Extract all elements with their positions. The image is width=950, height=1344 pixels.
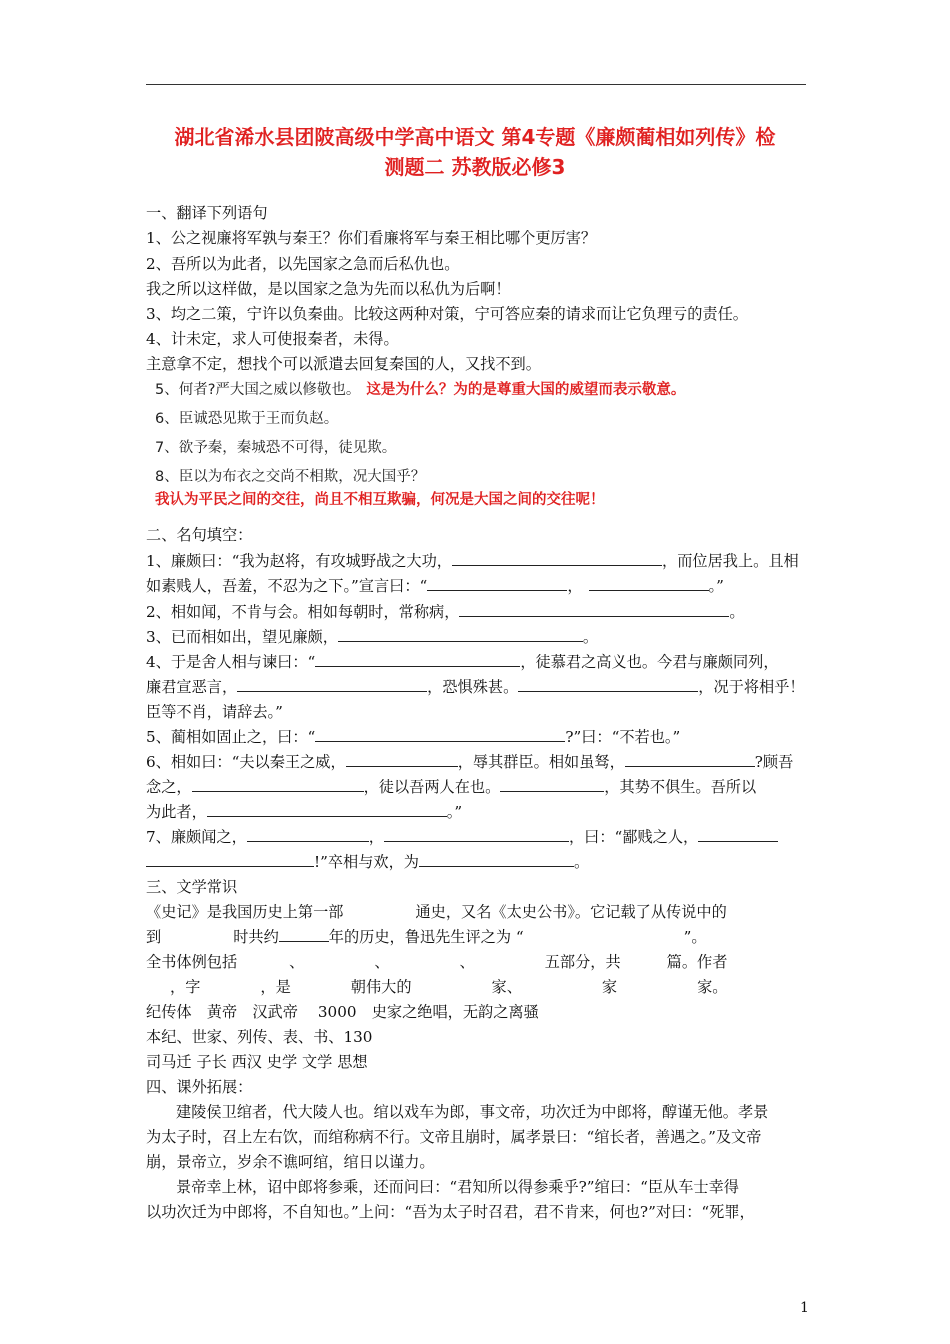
s1-q8: 8、臣以为布衣之交尚不相欺，况大国乎？: [155, 469, 426, 485]
s2-l3b: 。: [729, 603, 745, 621]
s3-l4f: 家。: [697, 978, 728, 996]
blank[interactable]: [315, 727, 565, 742]
page-number: 1: [800, 1300, 809, 1316]
blank[interactable]: [518, 677, 698, 692]
s3-l3f: 篇。作者: [666, 953, 728, 971]
s3-l1b: 通史，又名《太史公书》。它记载了从传说中的: [415, 903, 727, 921]
s3-line4: [146, 977, 727, 997]
s3-answer2: 本纪、世家、列传、表、书、130: [146, 1028, 373, 1046]
s2-l1b: ，而位居我上。且相: [662, 552, 799, 570]
s2-line10: [146, 777, 756, 797]
blank[interactable]: [427, 576, 567, 591]
s2-l1a: 1、廉颇曰：“我为赵将，有攻城野战之大功，: [146, 552, 452, 570]
s3-l4a: ，字: [170, 978, 201, 996]
s2-line3: [146, 602, 745, 622]
blank[interactable]: [338, 627, 583, 642]
s2-l4a: 3、已而相如出，望见廉颇，: [146, 628, 338, 646]
blank[interactable]: [315, 652, 520, 667]
s2-line8: [146, 727, 680, 747]
title-line-2: 测题二 苏教版必修3: [384, 155, 566, 179]
s4-p1-line2: 为太子时，召上左右饮，而绾称病不行。文帝且崩时，属孝景曰：“绾长者，善遇之。”及文帝: [146, 1128, 762, 1146]
blank[interactable]: [237, 677, 427, 692]
blank[interactable]: [279, 927, 329, 942]
blank[interactable]: [698, 827, 778, 842]
blank[interactable]: [207, 802, 447, 817]
s3-l3c: 、: [374, 953, 390, 971]
s2-l10c: ，其势不俱生。吾所以: [604, 778, 757, 796]
section1-heading: 一、翻译下列语句: [146, 204, 268, 222]
s2-l6b: ，恐惧殊甚。: [427, 678, 519, 696]
blank[interactable]: [419, 852, 574, 867]
s4-p2-line1: 景帝幸上林，诏中郎将参乘，还而问曰：“君知所以得参乘乎?”绾曰：“臣从车士幸得: [176, 1178, 739, 1196]
s3-l4c: 朝伟大的: [350, 978, 412, 996]
s2-l13b: 。: [574, 853, 590, 871]
s2-l13a: !”卒相与欢，为: [314, 853, 419, 871]
s2-l2c: 。”: [708, 577, 724, 595]
s2-l8a: 5、蔺相如固止之，曰：“: [146, 728, 316, 746]
s3-l2d: ”。: [683, 928, 707, 946]
s3-l3e: 五部分，共: [544, 953, 621, 971]
s2-line6: [146, 677, 805, 697]
blank[interactable]: [346, 752, 458, 767]
s2-l3a: 2、相如闻，不肯与会。相如每朝时，常称病，: [146, 603, 460, 621]
s2-line7: 臣等不肖，请辞去。”: [146, 703, 283, 721]
blank[interactable]: [384, 827, 569, 842]
s1-q4: 4、计未定，求人可使报秦者，未得。: [146, 330, 399, 348]
s1-a5: 这是为什么？为的是尊重大国的威望而表示敬意。: [366, 382, 686, 398]
blank[interactable]: [247, 827, 369, 842]
s2-l9b: ，辱其群臣。相如虽驽，: [457, 753, 625, 771]
s2-l6c: ，况于将相乎！: [698, 678, 805, 696]
s2-line2: [146, 576, 724, 596]
s3-l4b: ，是: [260, 978, 291, 996]
blank[interactable]: [589, 576, 709, 591]
s3-l3d: 、: [459, 953, 475, 971]
s3-line2: [146, 927, 707, 947]
s3-l4e: 家: [601, 978, 618, 996]
s2-l6a: 廉君宣恶言，: [146, 678, 238, 696]
s3-l4d: 家、: [491, 978, 522, 996]
blank[interactable]: [459, 602, 729, 617]
s2-l11b: 。”: [446, 803, 463, 821]
s2-l10b: ，徒以吾两人在也。: [363, 778, 501, 796]
section3-heading: 三、文学常识: [146, 878, 238, 896]
s2-l5b: ，徒慕君之高义也。今君与廉颇同列，: [520, 653, 779, 671]
s2-line13: [146, 852, 589, 872]
s4-p1-line1: 建陵侯卫绾者，代大陵人也。绾以戏车为郎，事文帝，功次迁为中郎将，醇谨无他。孝景: [176, 1103, 769, 1121]
s2-line5: [146, 652, 779, 672]
s3-l2c: 年的历史，鲁迅先生评之为 “: [328, 928, 524, 946]
s2-l12b: ，: [368, 828, 384, 846]
s3-line1: [146, 902, 727, 922]
s3-l3a: 全书体例包括: [146, 953, 238, 971]
s3-l2b: 时共约: [233, 928, 279, 946]
s1-q5-text: 5、何者?严大国之威以修敬也。: [155, 382, 361, 398]
s1-q2: 2、吾所以为此者，以先国家之急而后私仇也。: [146, 255, 460, 273]
s2-l11a: 为此者，: [146, 803, 207, 821]
s3-l2a: 到: [146, 928, 162, 946]
section2-heading: 二、名句填空：: [146, 526, 253, 544]
document-title: [130, 122, 820, 182]
top-rule: [146, 84, 806, 85]
s2-line11: [146, 802, 462, 822]
s1-q5: [155, 380, 685, 400]
s3-l1a: 《史记》是我国历史上第一部: [146, 903, 344, 921]
s4-p2-line2: 以功次迁为中郎将，不自知也。”上问：“吾为太子时召君，君不肯来，何也?”对曰：“死罪，: [146, 1203, 755, 1221]
s2-l12c: ，曰：“鄙贱之人，: [568, 828, 699, 846]
s1-q6: 6、臣诚恐见欺于王而负赵。: [155, 411, 339, 427]
s2-l8b: ?”曰：“不若也。”: [565, 728, 681, 746]
blank[interactable]: [146, 852, 314, 867]
s3-answer1: 纪传体 黄帝 汉武帝 3000 史家之绝唱，无韵之离骚: [146, 1003, 539, 1021]
s2-l2b: ，: [567, 577, 583, 595]
section4-heading: 四、课外拓展：: [146, 1078, 253, 1096]
s2-line9: [146, 752, 793, 772]
s2-l9c: ?顾吾: [754, 753, 794, 771]
s1-a2: 我之所以这样做，是以国家之急为先而以私仇为后啊！: [146, 280, 511, 298]
s2-l2a: 如素贱人，吾羞，不忍为之下。”宣言曰：“: [146, 577, 428, 595]
s2-line1: [146, 551, 799, 571]
s1-q3: 3、均之二策，宁许以负秦曲。比较这两种对策，宁可答应秦的请求而让它负理亏的责任。: [146, 305, 748, 323]
s4-p1-line3: 崩，景帝立，岁余不谯呵绾，绾日以谨力。: [146, 1153, 435, 1171]
s1-a8: 我认为平民之间的交往，尚且不相互欺骗，何况是大国之间的交往呢！: [155, 492, 605, 508]
blank[interactable]: [452, 551, 662, 566]
s2-l5a: 4、于是舍人相与谏曰：“: [146, 653, 316, 671]
s2-l10a: 念之，: [146, 778, 192, 796]
s3-line3: [146, 952, 727, 972]
s2-l12a: 7、廉颇闻之，: [146, 828, 247, 846]
blank[interactable]: [192, 777, 364, 792]
s3-answer3: 司马迁 子长 西汉 史学 文学 思想: [146, 1053, 368, 1071]
s1-q7: 7、欲予秦，秦城恐不可得，徒见欺。: [155, 440, 397, 456]
s1-a4: 主意拿不定，想找个可以派遣去回复秦国的人，又找不到。: [146, 355, 541, 373]
title-line-1: 湖北省浠水县团陂高级中学高中语文 第4专题《廉颇蔺相如列传》检: [174, 125, 776, 149]
s2-l4b: 。: [582, 628, 599, 646]
s2-l9a: 6、相如曰：“夫以秦王之威，: [146, 753, 346, 771]
s1-q1: 1、公之视廉将军孰与秦王？你们看廉将军与秦王相比哪个更厉害？: [146, 229, 597, 247]
blank[interactable]: [500, 777, 604, 792]
s3-l3b: 、: [289, 953, 305, 971]
blank[interactable]: [625, 752, 755, 767]
s2-line4: [146, 627, 598, 647]
s2-line12: [146, 827, 778, 847]
